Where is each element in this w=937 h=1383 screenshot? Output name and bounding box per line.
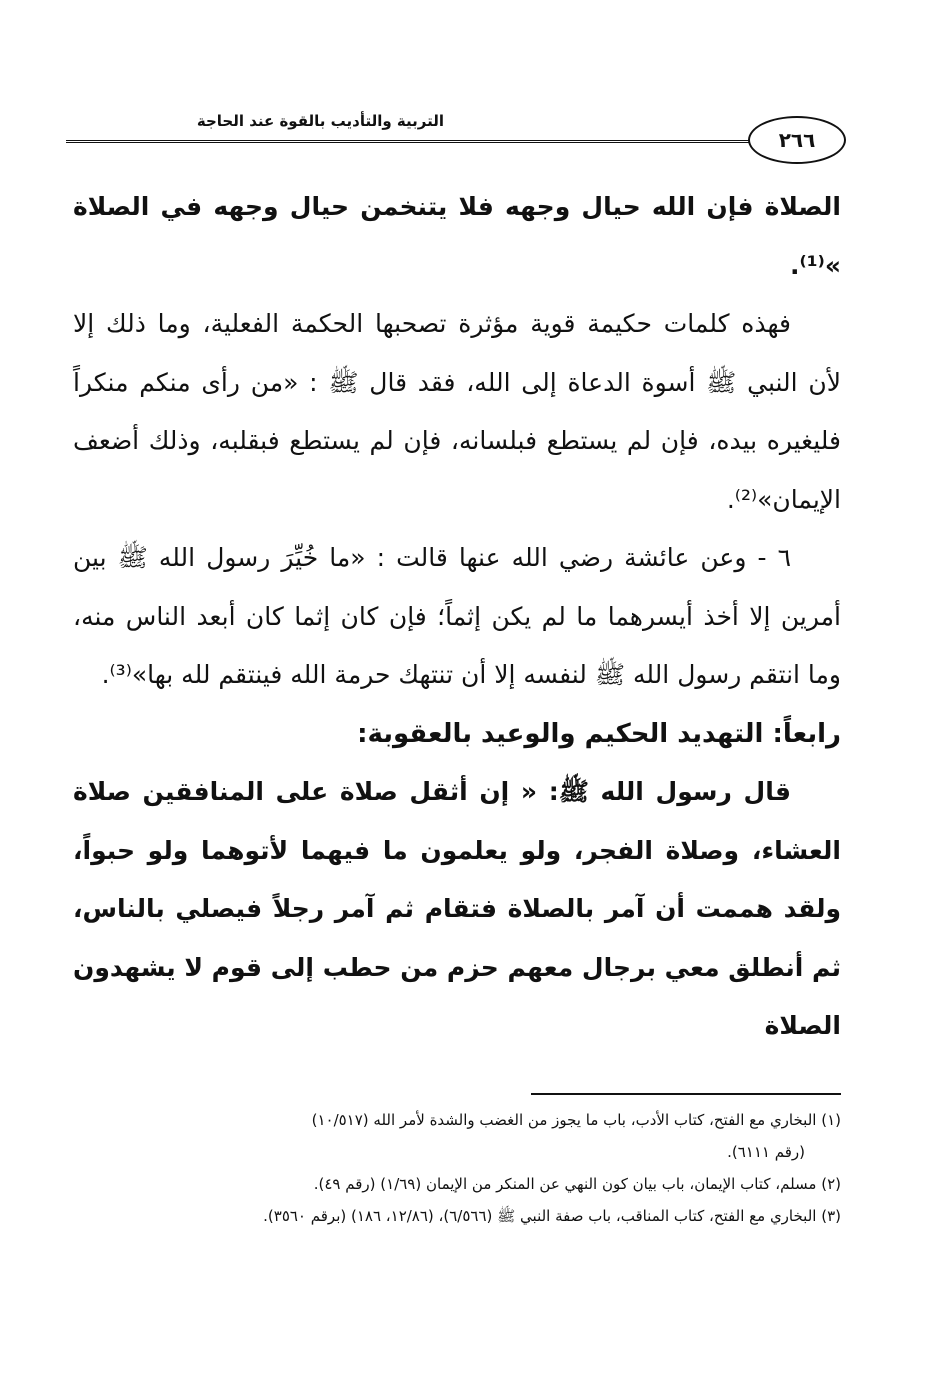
paragraph-aisha-hadith: ٦ - وعن عائشة رضي الله عنها قالت : «ما خُيِّرَ رسول الله ﷺ بين أمرين إلا أخذ أيسرهما ما لم يكن إثماً؛ فإن كان إثما كان أبعد الناس منه، وما انتقم رسول الله ﷺ لنفسه إلا أن تنتهك حرمة الله فينتقم لله بها»⁽³⁾. — [73, 543, 841, 689]
footnote-3 — [73, 1200, 841, 1232]
paragraph-continuation: الصلاة فإن الله حيال وجهه فلا يتنخمن حيال وجهه في الصلاة »⁽¹⁾. — [73, 192, 841, 280]
footnote-1-text: (١) البخاري مع الفتح، كتاب الأدب، باب ما يجوز من الغضب والشدة لأمر الله (١٠/٥١٧) — [311, 1111, 841, 1129]
header-rule — [66, 140, 750, 146]
page-number: ٢٦٦ — [748, 116, 846, 164]
footnote-2 — [73, 1168, 841, 1200]
section-heading: رابعاً: التهديد الحكيم والوعيد بالعقوبة: — [357, 718, 841, 749]
running-title: التربية والتأديب بالقوة عند الحاجة — [196, 112, 444, 130]
main-text — [73, 178, 841, 1056]
footnote-1 — [73, 1104, 841, 1168]
footnote-1-continuation: (رقم ٦١١١). — [727, 1143, 805, 1161]
paragraph-hadith-threat: قال رسول الله ﷺ: « إن أثقل صلاة على المنافقين صلاة العشاء، وصلاة الفجر، ولو يعلمون ما فيهما لأتوهما ولو حبواً، ولقد هممت أن آمر بالصلاة فتقام ثم آمر رجلاً فيصلي بالناس، ثم أنطلق معي برجال معهم حزم من حطب إلى قوم لا يشهدون الصلاة — [73, 777, 841, 1040]
footnote-separator — [531, 1093, 841, 1095]
footnotes — [73, 1104, 841, 1232]
footnote-3-text: (٣) البخاري مع الفتح، كتاب المناقب، باب صفة النبي ﷺ (٦/٥٦٦)، (١٢/٨٦، ١٨٦) (برقم ٣٥٦٠). — [263, 1207, 841, 1225]
paragraph-wisdom: فهذه كلمات حكيمة قوية مؤثرة تصحبها الحكمة الفعلية، وما ذلك إلا لأن النبي ﷺ أسوة الدعاة إلى الله، فقد قال ﷺ : «من رأى منكم منكراً فليغيره بيده، فإن لم يستطع فبلسانه، فإن لم يستطع فبقلبه، وذلك أضعف الإيمان»⁽²⁾. — [73, 309, 841, 514]
footnote-2-text: (٢) مسلم، كتاب الإيمان، باب بيان كون النهي عن المنكر من الإيمان (١/٦٩) (رقم ٤٩). — [313, 1175, 841, 1193]
page-header — [66, 112, 846, 162]
